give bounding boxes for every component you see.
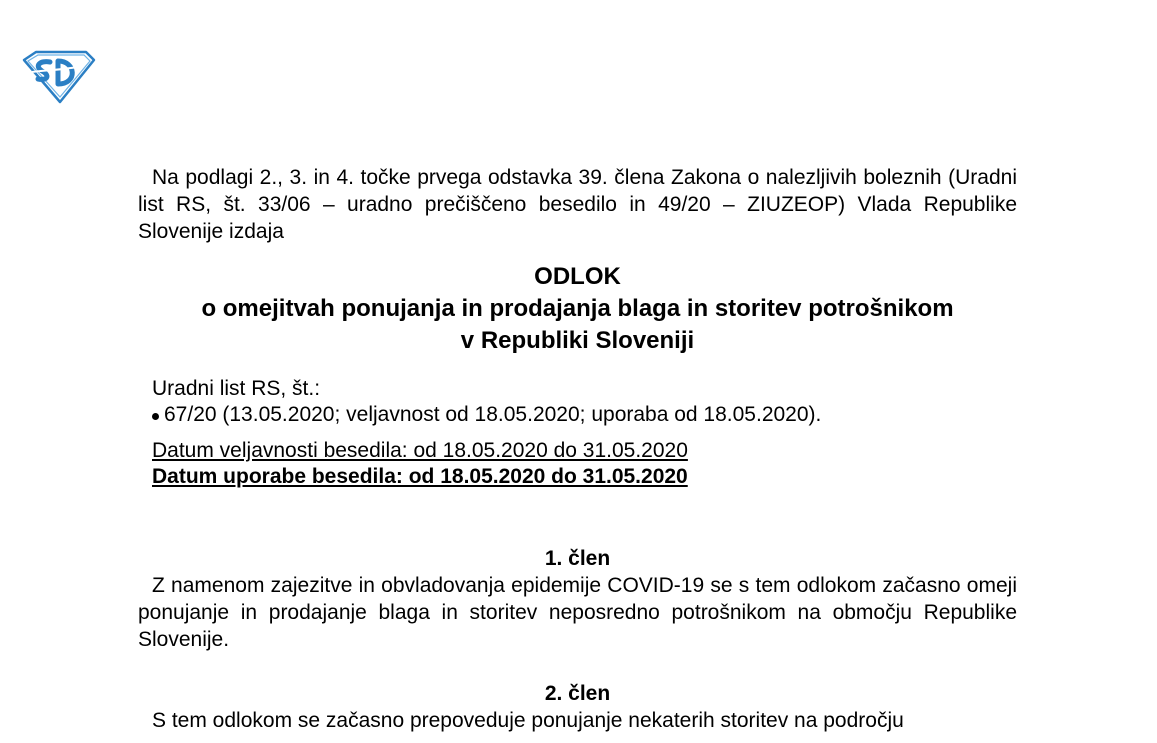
application-date: Datum uporabe besedila: od 18.05.2020 do 31.05.2020 xyxy=(152,465,688,488)
title-line-3: v Republiki Sloveniji xyxy=(460,327,695,354)
gazette-list xyxy=(152,402,1017,428)
gazette-label: Uradni list RS, št.: xyxy=(152,377,321,400)
document-title xyxy=(138,261,1017,357)
article-1-text: Z namenom zajezitve in obvladovanja epidemije COVID-19 se s tem odlokom začasno omeji ponujanje in prodajanje blaga in storitev neposredno potrošnikom na območju Republike Slovenije. xyxy=(138,574,1017,651)
article-2-text: S tem odlokom se začasno prepoveduje ponujanje nekaterih storitev na področju xyxy=(152,709,904,732)
preamble-text: Na podlagi 2., 3. in 4. točke prvega odstavka 39. člena Zakona o nalezljivih boleznih (Uradni list RS, št. 33/06 – uradno prečiščeno besedilo in 49/20 – ZIUZEOP) Vlada Republike Slovenije izdaja xyxy=(138,166,1017,243)
text-dates xyxy=(138,438,1017,490)
gazette-item: 67/20 (13.05.2020; veljavnost od 18.05.2020; uporaba od 18.05.2020). xyxy=(152,402,1017,428)
article-2-title: 2. člen xyxy=(544,682,611,705)
document-body xyxy=(138,164,1017,734)
title-line-2: o omejitvah ponujanja in prodajanja blaga in storitev potrošnikom xyxy=(201,295,954,322)
shield-logo-icon xyxy=(20,48,98,104)
gazette-info xyxy=(138,376,1017,428)
title-line-1: ODLOK xyxy=(534,263,621,290)
article-1-title: 1. člen xyxy=(544,547,611,570)
validity-date: Datum veljavnosti besedila: od 18.05.2020 do 31.05.2020 xyxy=(152,439,688,462)
